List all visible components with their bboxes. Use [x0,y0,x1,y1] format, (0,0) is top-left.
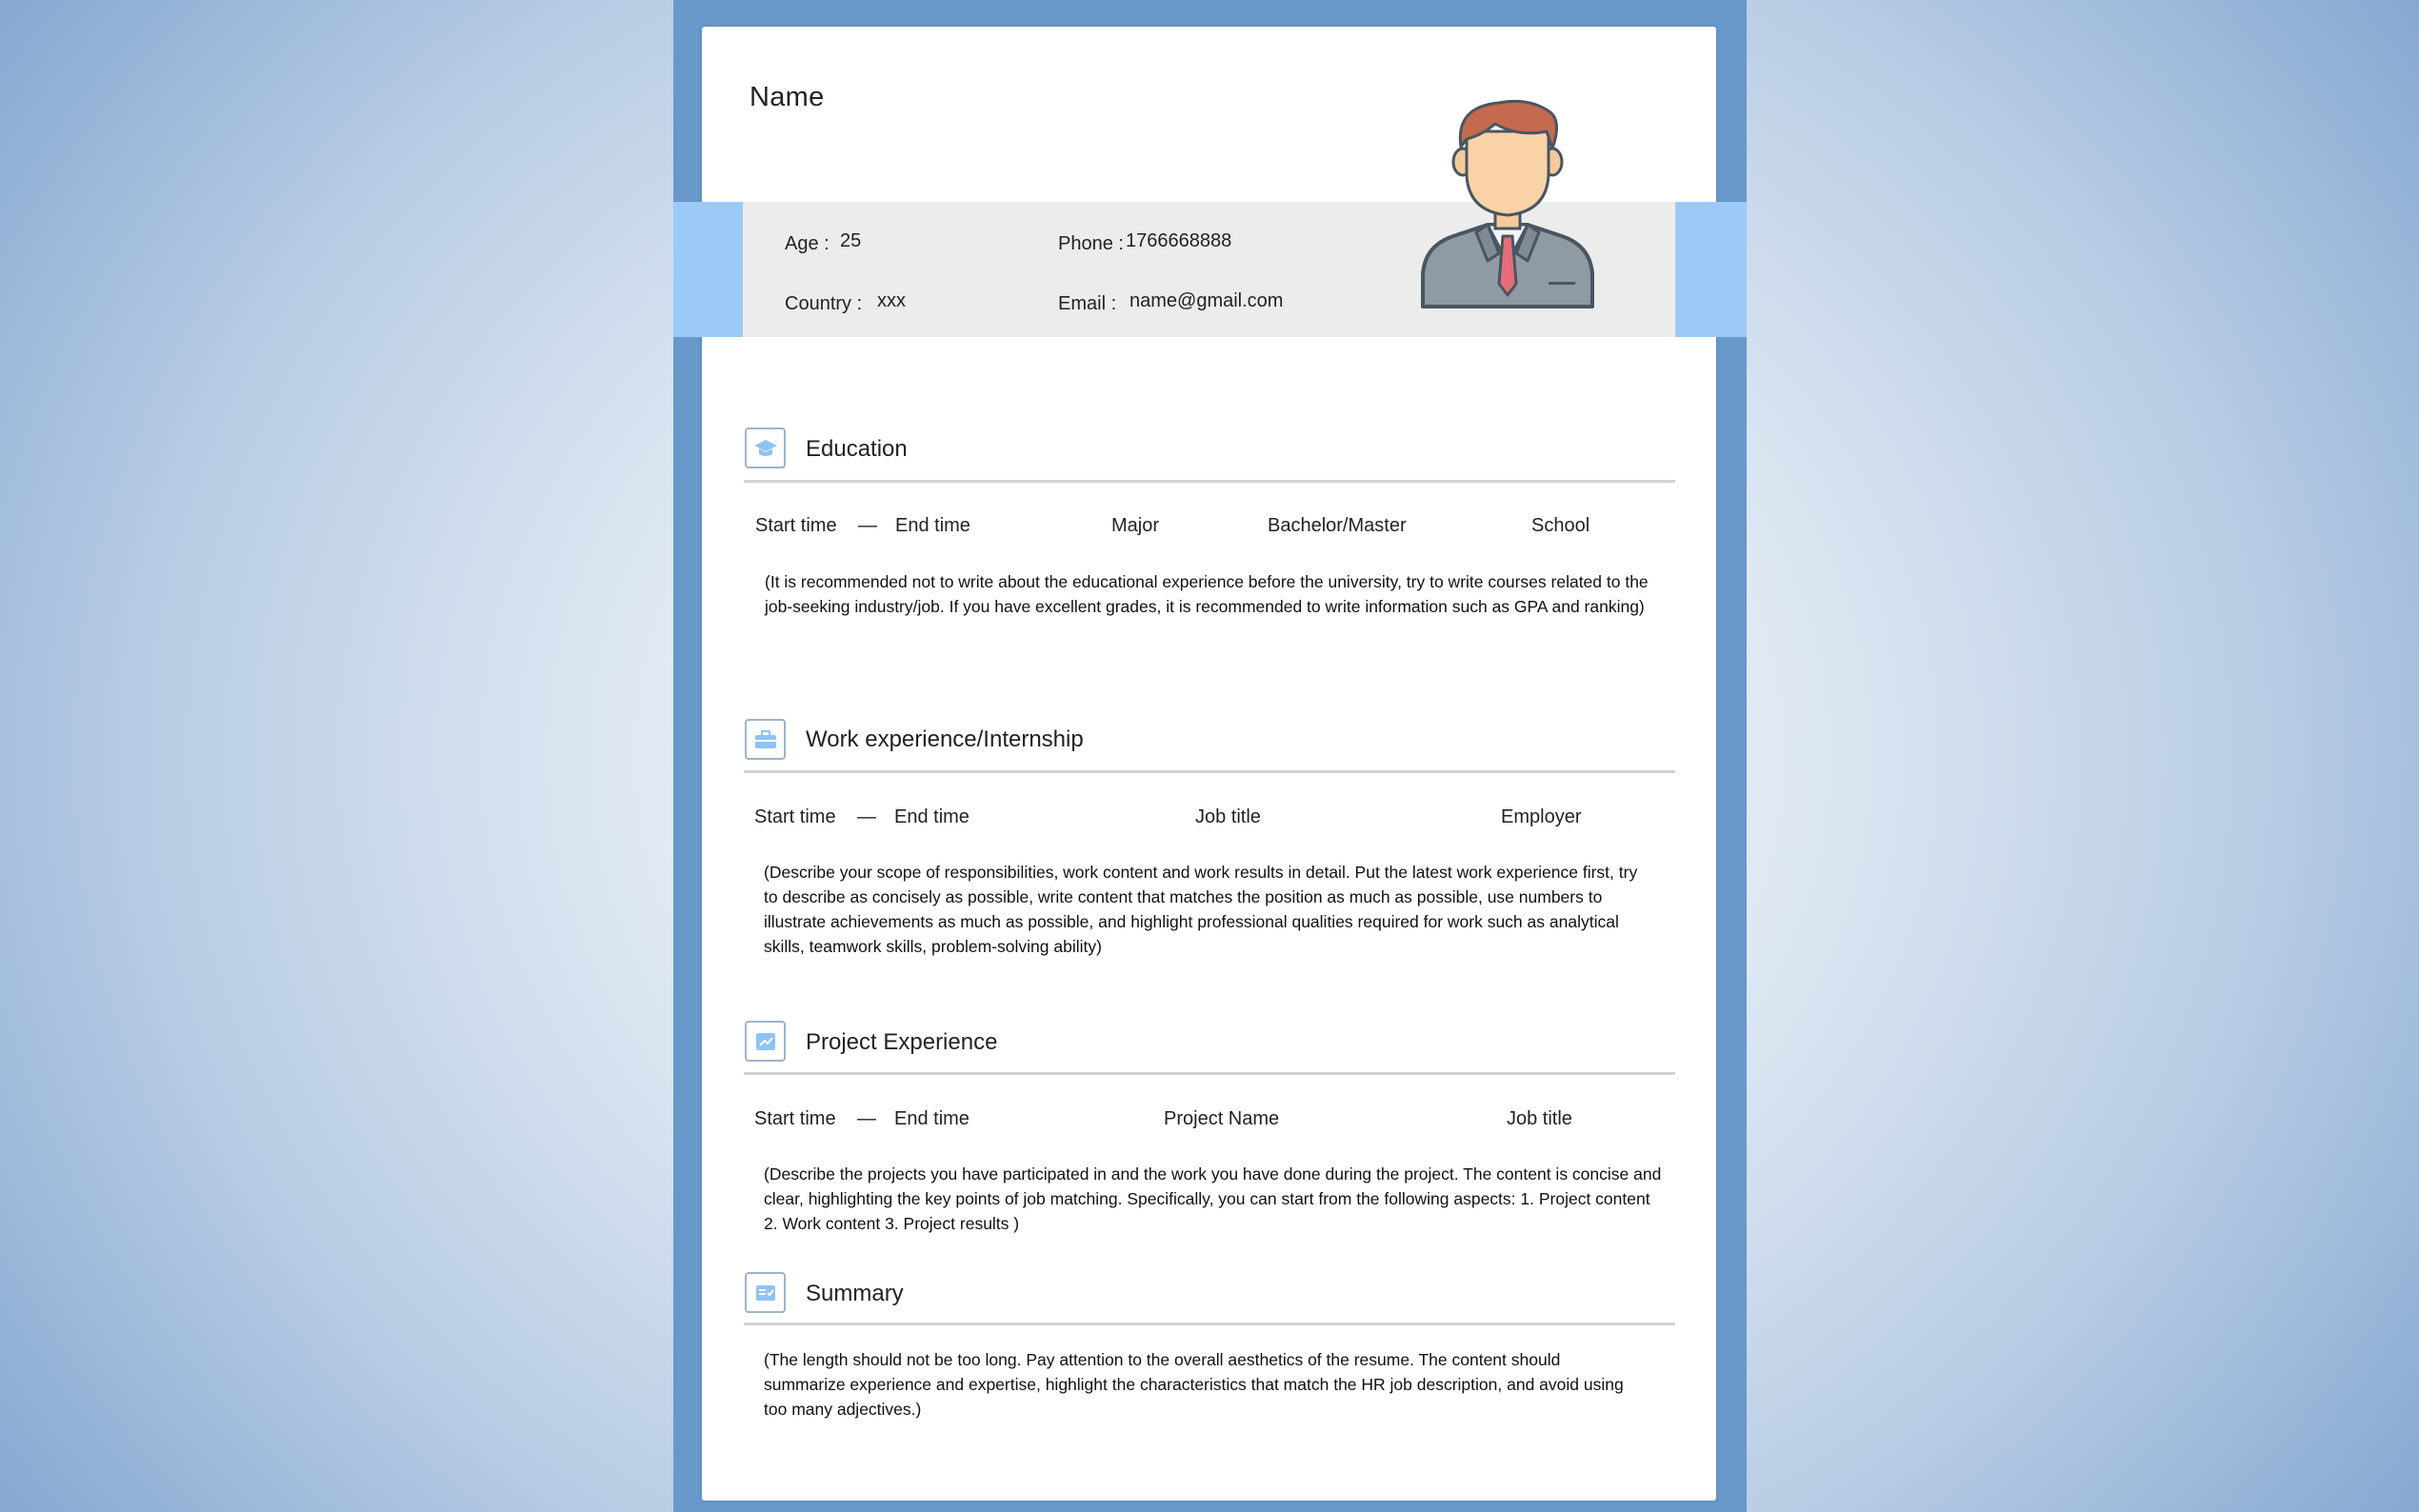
education-divider [744,480,1675,483]
project-dash: — [857,1108,876,1129]
briefcase-icon [745,719,786,760]
summary-divider [744,1323,1675,1325]
summary-document-icon [745,1272,786,1313]
work-dash: — [857,806,876,827]
project-job-title: Job title [1507,1108,1572,1129]
resume-name: Name [750,82,825,112]
project-title: Project Experience [806,1029,998,1055]
country-label: Country : [785,293,863,314]
summary-title: Summary [806,1281,904,1306]
info-bar-right-tab [1675,202,1747,337]
work-end-time: End time [894,806,970,827]
work-job-title: Job title [1195,806,1261,827]
project-name: Project Name [1164,1108,1280,1129]
country-value: xxx [877,290,906,311]
project-divider [744,1072,1675,1075]
education-school: School [1531,515,1590,536]
email-value: name@gmail.com [1130,290,1284,311]
phone-value: 1766668888 [1126,230,1232,251]
work-title: Work experience/Internship [806,726,1084,752]
work-description: (Describe your scope of responsibilities, work content and work results in detail. Put the latest work experience first, try to describe as concisely as possible, write content that matches the position as much as possible, use numbers to illustrate achievements as much as possible, and highlight professional qualities required for work such as analytical skills, teamwork skills, problem-solving ability) [764,863,1638,956]
work-employer: Employer [1501,806,1582,827]
education-dash: — [858,515,877,536]
age-label: Age : [785,233,830,254]
project-description: (Describe the projects you have participated in and the work you have done during the project. The content is concise and clear, highlighting the key points of job matching. Specifically, you can start from the following aspects: 1. Project content 2. Work content 3. Project results ) [764,1164,1662,1233]
info-bar-left-tab [673,202,743,337]
education-degree: Bachelor/Master [1268,515,1407,536]
work-divider [744,770,1675,773]
education-start-time: Start time [755,515,837,536]
project-chart-icon [745,1021,786,1062]
graduation-cap-icon [745,428,786,468]
summary-description: (The length should not be too long. Pay attention to the overall aesthetics of the resume. The content should summarize experience and expertise, highlight the characteristics that match the HR job description, and avoid using too many adjectives.) [764,1350,1624,1419]
avatar-illustration [1408,93,1608,314]
education-end-time: End time [895,515,970,536]
project-end-time: End time [894,1108,970,1129]
email-label: Email : [1058,293,1117,314]
project-start-time: Start time [754,1108,836,1129]
age-value: 25 [840,230,862,251]
education-major: Major [1111,515,1160,536]
work-start-time: Start time [754,806,836,827]
education-description: (It is recommended not to write about the educational experience before the university, try to write courses related to the job-seeking industry/job. If you have excellent grades, it is recommended to write information such as GPA and ranking) [765,572,1649,616]
education-title: Education [806,436,908,462]
phone-label: Phone : [1058,233,1124,254]
